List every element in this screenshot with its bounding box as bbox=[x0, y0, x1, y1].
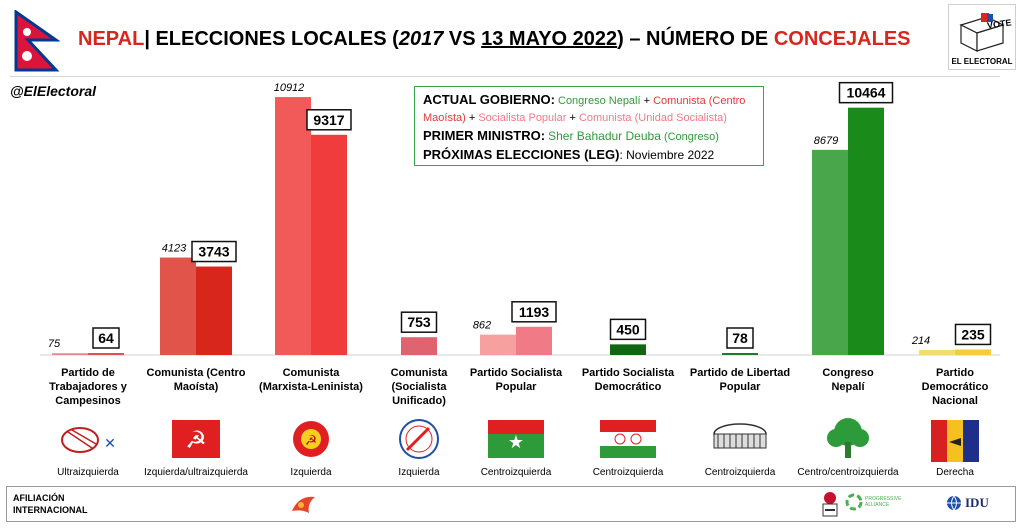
gov-party-1: Congreso Nepalí bbox=[558, 95, 641, 107]
bar-2017 bbox=[480, 335, 516, 355]
bar-2022 bbox=[311, 135, 347, 355]
value-label-2022: 3743 bbox=[198, 243, 230, 260]
gov-party-4: Comunista (Unidad Socialista) bbox=[578, 112, 727, 124]
logo-vote-text: VOTE bbox=[986, 17, 1013, 31]
value-label-2017: 214 bbox=[911, 334, 931, 347]
party-name: Partido Socialista Popular bbox=[469, 367, 563, 393]
title-vs: VS bbox=[443, 28, 482, 50]
star-flag-icon bbox=[486, 416, 546, 462]
rose-fist-icon bbox=[289, 491, 319, 517]
footer bbox=[6, 486, 1016, 522]
bar-2022 bbox=[722, 353, 758, 355]
value-label-2022: 450 bbox=[616, 321, 640, 338]
drum-hammer-sickle-icon bbox=[58, 416, 118, 462]
value-label-2022: 64 bbox=[98, 330, 114, 346]
bar-2022 bbox=[196, 267, 232, 355]
party-affiliation: Izquierda bbox=[290, 467, 332, 478]
pen-seal-icon bbox=[389, 416, 449, 462]
value-label-2017: 10912 bbox=[273, 82, 305, 95]
value-label-2017: 75 bbox=[47, 338, 61, 351]
info-box bbox=[414, 86, 764, 166]
next-label: PRÓXIMAS ELECCIONES (LEG) bbox=[423, 147, 620, 162]
bicycle-flag-icon bbox=[598, 416, 658, 462]
title-date: 13 MAYO 2022 bbox=[481, 28, 618, 50]
value-label-2017: 8679 bbox=[813, 134, 839, 147]
bar-2022 bbox=[401, 337, 437, 355]
footer-label: AFILIACIÓN INTERNACIONAL bbox=[13, 493, 88, 515]
value-label-2022: 78 bbox=[732, 330, 748, 346]
handle: @ElElectoral bbox=[10, 83, 97, 99]
party-name: Partido Socialista Democrático bbox=[581, 367, 675, 393]
bar-2017 bbox=[52, 353, 88, 355]
progressive-alliance-text: PROGRESSIVE ALLIANCE bbox=[865, 496, 902, 508]
party-name: Partido de Trabajadores y Campesinos bbox=[49, 367, 127, 407]
svg-text:☭: ☭ bbox=[304, 433, 318, 449]
party-affiliation: Centro/centroizquierda bbox=[797, 467, 899, 478]
bar-2022 bbox=[88, 353, 124, 355]
party-name: Comunista (Marxista-Leninista) bbox=[259, 367, 363, 393]
bar-2017 bbox=[919, 350, 955, 355]
gov-party-3: Socialista Popular bbox=[478, 112, 567, 124]
value-label-2022: 10464 bbox=[846, 84, 886, 101]
party-affiliation: Centroizquierda bbox=[704, 467, 776, 478]
stadium-icon bbox=[710, 416, 770, 462]
party-affiliation: Ultraizquierda bbox=[57, 467, 119, 478]
pm-row bbox=[423, 127, 755, 146]
bar-2022 bbox=[848, 108, 884, 355]
value-label-2022: 235 bbox=[961, 326, 985, 343]
title-country: NEPAL bbox=[78, 28, 145, 50]
value-label-2017: 4123 bbox=[161, 242, 187, 255]
title-concejales: CONCEJALES bbox=[773, 28, 911, 50]
plus-sign: + bbox=[640, 95, 654, 107]
party-affiliation: Izquierda bbox=[398, 467, 440, 478]
tree-icon bbox=[818, 416, 878, 462]
hammer-sickle-flag-icon bbox=[166, 416, 226, 462]
party-affiliation: Centroizquierda bbox=[480, 467, 552, 478]
gov-label: ACTUAL GOBIERNO: bbox=[423, 92, 555, 107]
socialist-international-icon bbox=[819, 490, 841, 518]
pm-name: Sher Bahadur Deuba bbox=[548, 129, 661, 143]
svg-text:★: ★ bbox=[507, 432, 525, 453]
pm-label: PRIMER MINISTRO: bbox=[423, 128, 546, 143]
bar-2022 bbox=[955, 349, 991, 355]
party-name: Comunista (Centro Maoísta) bbox=[146, 367, 246, 393]
value-label-2022: 753 bbox=[407, 314, 431, 331]
bar-2022 bbox=[610, 344, 646, 355]
plus-sign: + bbox=[465, 112, 479, 124]
title-text-2: ) – NÚMERO DE bbox=[617, 28, 774, 50]
title-year-2017: 2017 bbox=[398, 28, 444, 50]
party-affiliation: Centroizquierda bbox=[592, 467, 664, 478]
bar-2017 bbox=[812, 150, 848, 355]
next-row bbox=[423, 146, 755, 165]
next-value: : Noviembre 2022 bbox=[619, 148, 715, 162]
value-label-2017: 862 bbox=[472, 319, 492, 332]
plus-sign: + bbox=[566, 112, 579, 124]
gov-row bbox=[423, 91, 755, 127]
party-name: Congreso Nepalí bbox=[822, 367, 874, 393]
svg-text:✕: ✕ bbox=[104, 435, 116, 451]
party-affiliation: Derecha bbox=[936, 467, 974, 478]
party-name: Comunista (Socialista Unificado) bbox=[390, 367, 448, 407]
progressive-alliance-icon bbox=[845, 493, 863, 511]
plough-flag-icon bbox=[925, 416, 985, 462]
bar-2022 bbox=[516, 327, 552, 355]
gov-party-2: Comunista (Centro Maoísta) bbox=[423, 95, 746, 124]
sun-hammer-sickle-icon bbox=[281, 416, 341, 462]
party-name: Partido de Libertad Popular bbox=[689, 367, 791, 393]
party-name: Partido Democrático Nacional bbox=[921, 367, 989, 407]
value-label-2022: 1193 bbox=[518, 303, 550, 320]
idu-globe-icon bbox=[945, 494, 963, 512]
party-affiliation: Izquierda/ultraizquierda bbox=[144, 467, 248, 478]
bar-2017 bbox=[275, 97, 311, 355]
pm-party: (Congreso) bbox=[663, 131, 719, 143]
title-text: | ELECCIONES LOCALES ( bbox=[144, 28, 399, 50]
value-label-2022: 9317 bbox=[313, 111, 345, 128]
svg-text:☭: ☭ bbox=[185, 426, 207, 454]
logo-text: EL ELECTORAL bbox=[951, 57, 1013, 66]
bar-2017 bbox=[160, 258, 196, 355]
idu-text: IDU bbox=[965, 495, 989, 510]
